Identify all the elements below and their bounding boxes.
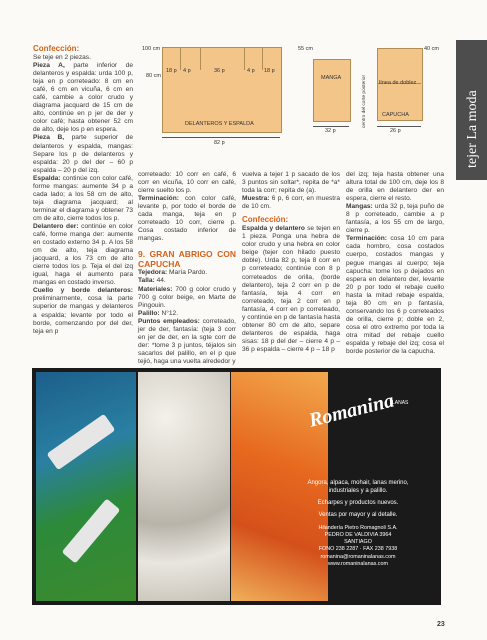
paragraph: Espalda: continúe con color café, forme mangas: aumente 34 p a cada lado; a los 58 cm de alto, teja diagrama jacquard; al terminar el diagrama y obtener 73 cm de alto, cierre todos los p. <box>33 174 133 222</box>
label-18p-left: 18 p <box>166 68 177 74</box>
label-center-back: centro del corte posterior <box>362 74 367 128</box>
label-manga: MANGA <box>321 75 342 81</box>
label-55cm: 55 cm <box>298 46 313 52</box>
label-100cm: 100 cm <box>142 46 161 52</box>
label-26p: 26 p <box>390 128 401 134</box>
paragraph: Materiales: 700 g color crudo y 700 g color beige, en Marte de Pingouin. <box>138 285 236 309</box>
paragraph: Palillo: N°12. <box>138 309 179 317</box>
text-column-4 <box>346 171 444 356</box>
paragraph: vuelva a tejer 1 p sacado de los 3 puntos sin soltar*, repita de *a* toda la corr; repita de (a). <box>242 171 340 195</box>
yarn-photo-white <box>138 372 230 601</box>
label-80cm: 80 cm <box>146 73 161 79</box>
text-column-2 <box>138 171 236 366</box>
paragraph: Cuello y borde delanteros: preliminarmente, cosa la parte superior de mangas y delanteros a espalda; levante por todo el borde, comenzando por del der, teja en p <box>33 287 133 335</box>
text-column-3 <box>242 171 340 354</box>
pattern-title: 9. GRAN ABRIGO CON CAPUCHA <box>138 249 236 270</box>
paragraph: Mangas: urda 32 p, teja puño de 8 p correteado, cambie a p fantasía, a los 55 cm de largo, cierre p. <box>346 203 444 235</box>
paragraph: Muestra: 6 p, 6 corr, en muestra de 10 cm. <box>242 195 340 211</box>
paragraph: Espalda y delantero se tejen en 1 pieza. Ponga una hebra de color crudo y una hebra en color beige (tejer con hilado puesto doble). Urda 82 p, teja 8 corr en p correteado; continúe con 8 p correteados de orilla, (borde delantero), teja 2 corr en p de fantasía, teja 4 corr en correteado, teja 2 corr en p fantasía, 4 corr en p correteado, y continúe en p de fantasía hasta obtener 80 cm de alto, separe delanteros de espalda, haga sisas: 18 p del der – cierre 4 p – 36 p espalda – cierre 4 p – 18 p <box>242 225 341 353</box>
text-column-1 <box>33 44 133 336</box>
label-18p-right: 18 p <box>264 68 275 74</box>
sleeve-piece <box>313 59 351 122</box>
yarn-photo-teal-green <box>36 372 136 601</box>
label-36p: 36 p <box>214 68 225 74</box>
paragraph: Pieza B, parte superior de delanteros y espalda, mangas: Separe los p de delanteros y espalda: 20 p del der – 60 p espalda – 20 p del izq. <box>33 134 133 174</box>
paragraph: del izq; teja hasta obtener una altura total de 100 cm, deje los 8 de orilla en delantero der en espera, cierre el resto. <box>346 171 444 203</box>
paragraph: Puntos empleados: correteado, jer de der, fantasía: (teja 3 corr en jer de der, en la sgte corr de der: *tome 3 p juntos, téjalos sin sacarlos del palillo, en el p que tejió, haga una vuelta alrededor y <box>138 317 236 365</box>
paragraph: Terminación: con color café, levante p, por todo el borde de cada manga, teja en p correteado 10 corr, cierre p. Cosa costado inferior de mangas. <box>138 195 236 243</box>
paragraph: Tejedora: María Pardo. <box>138 269 208 277</box>
label-32p: 32 p <box>325 128 336 134</box>
label-82p: 82 p <box>214 140 225 146</box>
brand-subtitle: LANAS <box>392 400 409 406</box>
section-tab <box>456 40 487 180</box>
label-front-back: DELANTEROS Y ESPALDA <box>185 121 254 127</box>
label-capucha: CAPUCHA <box>382 112 409 118</box>
label-4p-left: 4 p <box>183 68 191 74</box>
ad-text: Angora, alpaca, mohair, lanas merino, industriales y a palillo. Echarpes y productos nuevos. Ventas por mayor y al detalle. Hilandería Pietro Romagnoli S.A. PEDRO DE VALDIVIA 3964 SANTIAGO FONO 238 2287 · FAX 238 7938 romanina@romaninalanas.com www.romaninalanas.com <box>307 480 409 568</box>
label-4p-right: 4 p <box>247 68 255 74</box>
label-40cm: 40 cm <box>424 46 439 52</box>
paragraph: correteado: 10 corr en café, 6 corr en vicuña, 10 corr en café, cierre suelto los p. <box>138 171 236 195</box>
label-fold-line: línea de doblez <box>379 80 417 86</box>
paragraph: Delantero der: continúe en color café, forme manga der: aumente en costado externo 34 p. A los 58 cm de alto, teja diagrama jacquard, a los 73 cm de alto cierre todos los p. Teja el del izq igual, haga el aumento para mangas en costado inverso. <box>33 222 133 287</box>
heading-confeccion: Confección: <box>242 215 289 225</box>
section-tab-label: tejer La moda <box>465 90 480 168</box>
paragraph: Talla: 44. <box>138 277 166 285</box>
paragraph: Se teje en 2 piezas. <box>33 54 91 61</box>
heading-confeccion: Confección: <box>33 44 80 53</box>
brand-logo: Romanina <box>306 389 397 432</box>
page-number: 23 <box>437 621 445 628</box>
paragraph: Pieza A, parte inferior de delanteros y espalda: urda 100 p, teja en p correteado: 8 cm en café, 6 cm en vicuña, 6 cm en café, cambie a color crudo y diagrama jacquard de 15 cm de alto, continúe en p jer de der y color café; hasta obtener 52 cm de alto, deje los p en espera. <box>33 62 133 134</box>
paragraph: Terminación: cosa 10 cm para cada hombro, cosa costados cuerpo, costados mangas y pegue mangas al cuerpo; teja capucha: tome los p dejados en espera en delantero der, levante 20 p por todo el rebaje cuello hasta la mitad rebaje espalda, teja 80 cm en p fantasía, conservando los 6 p correteados de orilla, cierre p; doble en 2, cosa el otro extremo por toda la otra mitad del rebaje cuello espalda y rebaje del izq; cosa el borde posterior de la capucha. <box>346 235 444 356</box>
